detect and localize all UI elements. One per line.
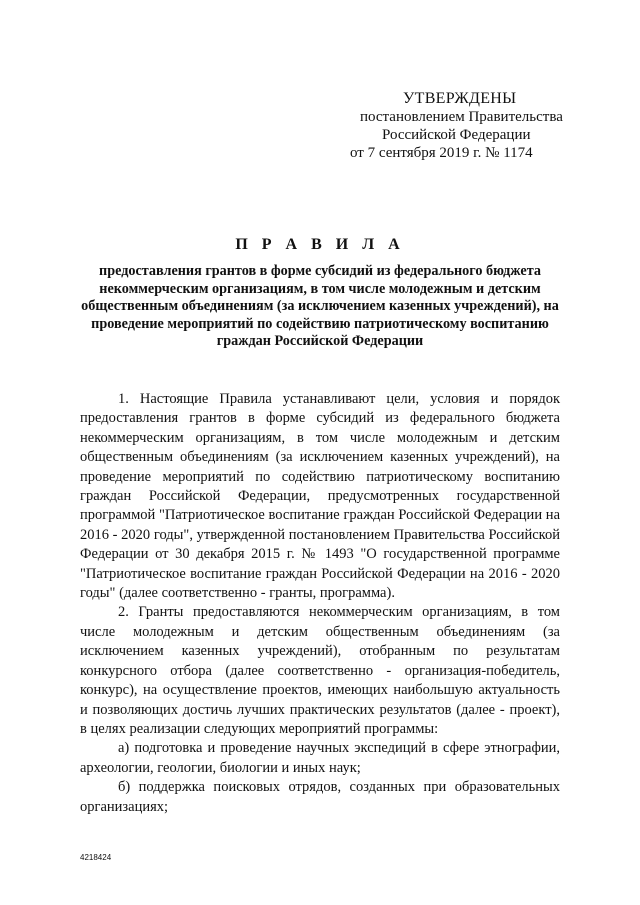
paragraph-2: 2. Гранты предоставляются некоммерческим организациям, в том числе молодежным и детским общественным объединениям (за исключением казенных учреждений), отобранным по результатам конкурсного отбора (далее соответственно - организация-победитель, конкурс), на осуществление проектов, имеющих наибольшую актуальность и позволяющих достичь лучших практических результатов (далее - проект), в целях реализации следующих мероприятий программы: <box>80 604 560 737</box>
approval-block <box>300 90 610 162</box>
paragraph-2b: б) поддержка поисковых отрядов, созданных при образовательных организациях; <box>80 779 560 815</box>
approval-heading: УТВЕРЖДЕНЫ <box>403 90 517 107</box>
approval-line-federation: Российской Федерации <box>382 127 531 143</box>
approval-line-decree: постановлением Правительства <box>360 109 563 125</box>
document-body <box>80 390 560 817</box>
document-subtitle: предоставления грантов в форме субсидий из федерального бюджета некоммерческим организациям, в том числе молодежным и детским общественным объединениям (за исключением казенных учреждений), на проведение мероприятий по содействию патриотическому воспитанию граждан Российской Федерации <box>81 263 559 349</box>
paragraph-2a: а) подготовка и проведение научных экспедиций в сфере этнографии, археологии, геологии, биологии и иных наук; <box>80 740 560 776</box>
paragraph-1: 1. Настоящие Правила устанавливают цели, условия и порядок предоставления грантов в форме субсидий из федерального бюджета некоммерческим организациям, в том числе молодежным и детским общественным объединениям (за исключением казенных учреждений), на проведение мероприятий по содействию патриотическому воспитанию граждан Российской Федерации, предусмотренных государственной программой "Патриотическое воспитание граждан Российской Федерации на 2016 - 2020 годы", утвержденной постановлением Правительства Российской Федерации от 30 декабря 2015 г. № 1493 "О государственной программе "Патриотическое воспитание граждан Российской Федерации на 2016 - 2020 годы" (далее соответственно - гранты, программа). <box>80 391 560 602</box>
approval-line-date: от 7 сентября 2019 г. № 1174 <box>350 145 533 161</box>
document-title: П Р А В И Л А <box>235 236 405 253</box>
document-code: 4218424 <box>80 853 112 862</box>
